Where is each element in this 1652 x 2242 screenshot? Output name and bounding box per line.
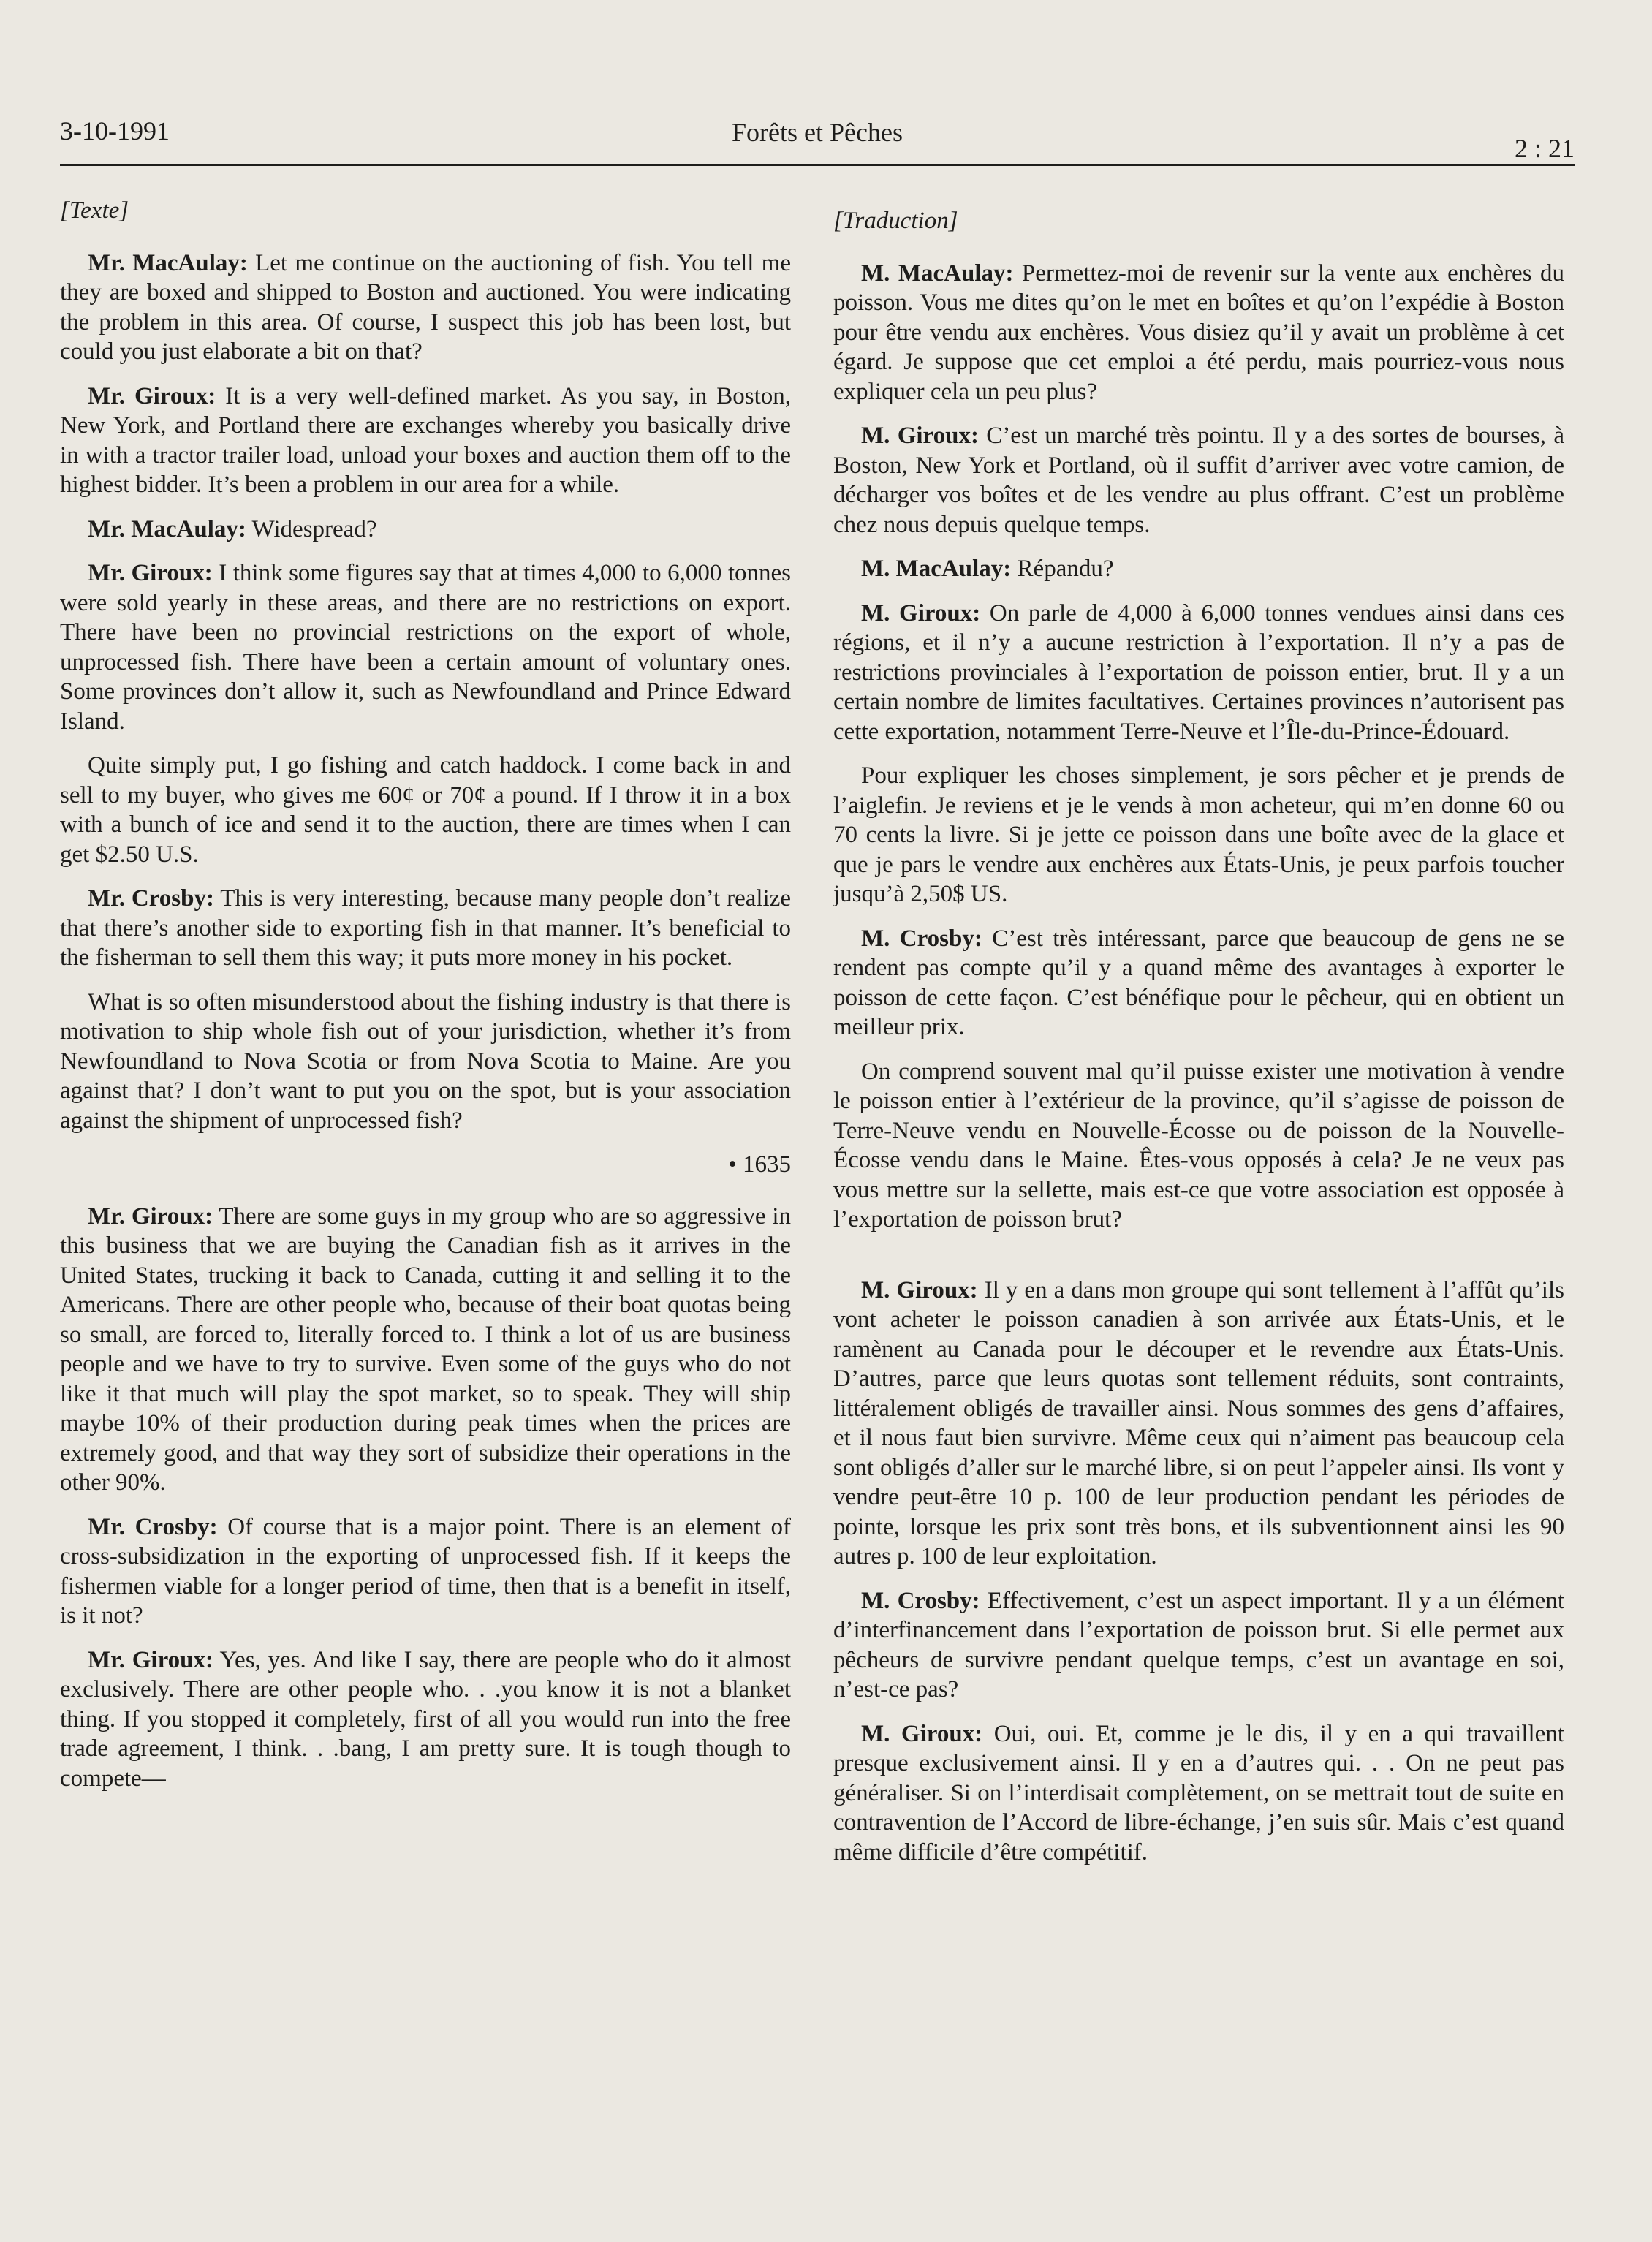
paragraph-text: Pour expliquer les choses simplement, je sors pêcher et je prends de l’aiglefin. Je reviens et je le vends à mon acheteur, qui m’en donne 60 ou 70 cents la livre. Si je jette ce poisson dans une boîte avec de la glace et que je pars le vendre aux enchères aux États-Unis, je peux parfois toucher jusqu’à 2,50$ US. xyxy=(833,762,1564,907)
speaker-name: M. Giroux: xyxy=(861,423,979,449)
speaker-name: M. MacAulay: xyxy=(861,260,1014,287)
paragraph-text: Widespread? xyxy=(246,515,377,542)
column-heading: [Texte] xyxy=(60,197,129,224)
header-rule xyxy=(60,164,1575,166)
paragraph xyxy=(833,599,1564,747)
paragraph-text: There are some guys in my group who are so aggressive in this business that we are buying the Canadian fish as it arrives in the United States, trucking it back to Canada, cutting it and selling it to the Americans. There are other people who, because of their boat quotas being so small, are forced to, literally forced to. I think a lot of us are business people and we have to try to survive. Even some of the guys who do not like it that much will play the spot market, so to speak. They will ship maybe 10% of their production during peak times when the prices are extremely good, and that way they sort of subsidize their operations in the other 90%. xyxy=(60,1203,791,1496)
header-title: Forêts et Pêches xyxy=(732,118,903,147)
paragraph xyxy=(833,924,1564,1042)
speaker-name: M. MacAulay: xyxy=(861,556,1012,582)
paragraph-text: C’est très intéressant, parce que beaucoup de gens ne se rendent pas compte qu’il y a quand même des avantages à exporter le poisson de cette façon. C’est bénéfique pour le pêcheur, qui en obtient un meilleur prix. xyxy=(833,925,1565,1040)
speaker-name: Mr. Crosby: xyxy=(88,885,214,912)
speaker-name: Mr. Giroux: xyxy=(88,560,213,586)
paragraph-text: On parle de 4,000 à 6,000 tonnes vendues ainsi dans ces régions, et il n’y a aucune restriction à l’exportation. Il n’y a pas de restrictions provinciales à l’exportation de poisson entier, brut. Il y a un certain nombre de limites facultatives. Certaines provinces n’autorisent pas cette exportation, notamment Terre-Neuve et l’Île-du-Prince-Édouard. xyxy=(833,599,1564,745)
paragraph xyxy=(833,1276,1564,1572)
column-heading: [Traduction] xyxy=(833,208,958,234)
paragraph-text: Répandu? xyxy=(1011,556,1114,582)
speaker-name: M. Crosby: xyxy=(861,925,982,952)
paragraph xyxy=(833,259,1564,407)
paragraph xyxy=(60,558,791,736)
paragraph-text: It is a very well-defined market. As you say, in Boston, New York, and Portland there are exchanges whereby you basically drive in with a tractor trailer load, unload your boxes and auction them off to the highest bidder. It’s been a problem in our area for a while. xyxy=(60,382,792,498)
speaker-name: Mr. Giroux: xyxy=(88,382,216,409)
paragraph xyxy=(60,988,791,1136)
speaker-name: M. Giroux: xyxy=(861,1276,978,1303)
paragraph-text: On comprend souvent mal qu’il puisse exister une motivation à vendre le poisson entier à l’extérieur de la province, qu’il s’agisse de poisson de Terre-Neuve vendu en Nouvelle-Écosse ou de poisson de la Nouvelle-Écosse vendu dans le Maine. Êtes-vous opposés à cela? Je ne veux pas vous mettre sur la sellette, mais est-ce que votre association est opposée à l’exportation de poisson brut? xyxy=(833,1058,1564,1232)
paragraph xyxy=(833,554,1564,584)
page-header xyxy=(60,110,1575,164)
paragraph xyxy=(60,382,791,500)
paragraph xyxy=(60,751,791,869)
speaker-name: Mr. Giroux: xyxy=(88,1203,213,1230)
paragraph xyxy=(833,1719,1564,1868)
paragraph xyxy=(60,1512,791,1631)
french-column xyxy=(833,206,1564,1882)
paragraph-text: Quite simply put, I go fishing and catch haddock. I come back in and sell to my buyer, who gives me 60¢ or 70¢ a pound. If I throw it in a box with a bunch of ice and send it to the auction, there are times when I can get $2.50 U.S. xyxy=(60,752,791,868)
speaker-name: Mr. Giroux: xyxy=(88,1646,213,1673)
paragraph xyxy=(60,1645,791,1794)
time-marker: • 1635 xyxy=(728,1151,791,1178)
paragraph-text: Il y en a dans mon groupe qui sont tellement à l’affût qu’ils vont acheter le poisson canadien à son arrivée aux États-Unis, et le ramènent au Canada pour le découper et le revendre aux États-Unis. D’autres, parce que leurs quotas sont tellement réduits, sont contraints, littéralement obligés de travailler ainsi. Nous sommes des gens d’affaires, et il nous faut bien survivre. Même ceux qui n’aiment pas beaucoup cela sont obligés d’aller sur le marché libre, si on peut l’appeler ainsi. Ils vont y vendre peut-être 10 p. 100 de leur production pendant les périodes de pointe, lorsque les prix sont très bons, et ils subventionnent ainsi les 90 autres p. 100 de leur exploitation. xyxy=(833,1276,1564,1569)
speaker-name: M. Crosby: xyxy=(861,1587,980,1614)
paragraph-text: Of course that is a major point. There is an element of cross-subsidization in the exporting of unprocessed fish. If it keeps the fishermen viable for a longer period of time, then that is a benefit in itself, is it not? xyxy=(60,1513,791,1629)
paragraph-text: Effectivement, c’est un aspect important. Il y a un élément d’interfinancement dans l’exportation de poisson brut. Si elle permet aux pêcheurs de survivre pendant quelque temps, c’est un avantage en soi, n’est-ce pas? xyxy=(833,1587,1564,1703)
header-page-number: 2 : 21 xyxy=(1514,134,1575,163)
paragraph-text: Oui, oui. Et, comme je le dis, il y en a qui travaillent presque exclusivement ainsi. Il y en a d’autres qui. . . On ne peut pas généraliser. Si on l’interdisait complètement, on se mettrait tout de suite en contravention de l’Accord de libre-échange, j’en suis sûr. Mais c’est quand même difficile d’être compétitif. xyxy=(833,1720,1564,1866)
speaker-name: Mr. MacAulay: xyxy=(88,515,246,542)
paragraph xyxy=(60,515,791,545)
paragraph xyxy=(60,884,791,973)
header-date: 3-10-1991 xyxy=(60,116,170,145)
paragraph-text: Permettez-moi de revenir sur la vente aux enchères du poisson. Vous me dites qu’on le met en boîtes et qu’on l’expédie à Boston pour être vendu aux enchères. Vous disiez qu’il y avait un problème à cet égard. Je suppose que cet emploi a été perdu, mais pourriez-vous nous expliquer cela un peu plus? xyxy=(833,260,1564,405)
paragraph-text: Yes, yes. And like I say, there are people who do it almost exclusively. There are other people who. . .you know it is not a blanket thing. If you stopped it completely, first of all you would run into the free trade agreement, I think. . .bang, I am pretty sure. It is tough though to compete— xyxy=(60,1646,791,1792)
paragraph-text: I think some figures say that at times 4,000 to 6,000 tonnes were sold yearly in these areas, and there are no restrictions on export. There have been no provincial restrictions on the export of whole, unprocessed fish. There have been a certain amount of voluntary ones. Some provinces don’t allow it, such as Newfoundland and Prince Edward Island. xyxy=(60,560,791,735)
speaker-name: M. Giroux: xyxy=(861,1720,983,1747)
paragraph-text: Let me continue on the auctioning of fish. You tell me they are boxed and shipped to Boston and auctioned. You were indicating the problem in this area. Of course, I suspect this job has been lost, but could you just elaborate a bit on that? xyxy=(60,249,791,365)
paragraph-text: C’est un marché très pointu. Il y a des sortes de bourses, à Boston, New York et Portland, où il suffit d’arriver avec votre camion, de décharger vos boîtes et de les vendre au plus offrant. C’est un problème chez nous depuis quelque temps. xyxy=(833,423,1564,538)
speaker-name: Mr. Crosby: xyxy=(88,1513,218,1540)
paragraph xyxy=(833,421,1564,539)
marker-spacer xyxy=(833,1249,1564,1276)
english-column xyxy=(60,196,791,1808)
paragraph xyxy=(60,1202,791,1498)
paragraph-text: What is so often misunderstood about the fishing industry is that there is motivation to ship whole fish out of your jurisdiction, whether it’s from Newfoundland to Nova Scotia or from Nova Scotia to Maine. Are you against that? I don’t want to put you on the spot, but is your association against the shipment of unprocessed fish? xyxy=(60,988,791,1134)
speaker-name: Mr. MacAulay: xyxy=(88,249,248,276)
paragraph xyxy=(60,249,791,367)
paragraph xyxy=(833,761,1564,909)
speaker-name: M. Giroux: xyxy=(861,599,981,626)
paragraph xyxy=(833,1586,1564,1705)
paragraph-text: This is very interesting, because many people don’t realize that there’s another side to exporting fish in that manner. It’s beneficial to the fisherman to sell them this way; it puts more money in his pocket. xyxy=(60,885,791,971)
paragraph xyxy=(833,1057,1564,1235)
